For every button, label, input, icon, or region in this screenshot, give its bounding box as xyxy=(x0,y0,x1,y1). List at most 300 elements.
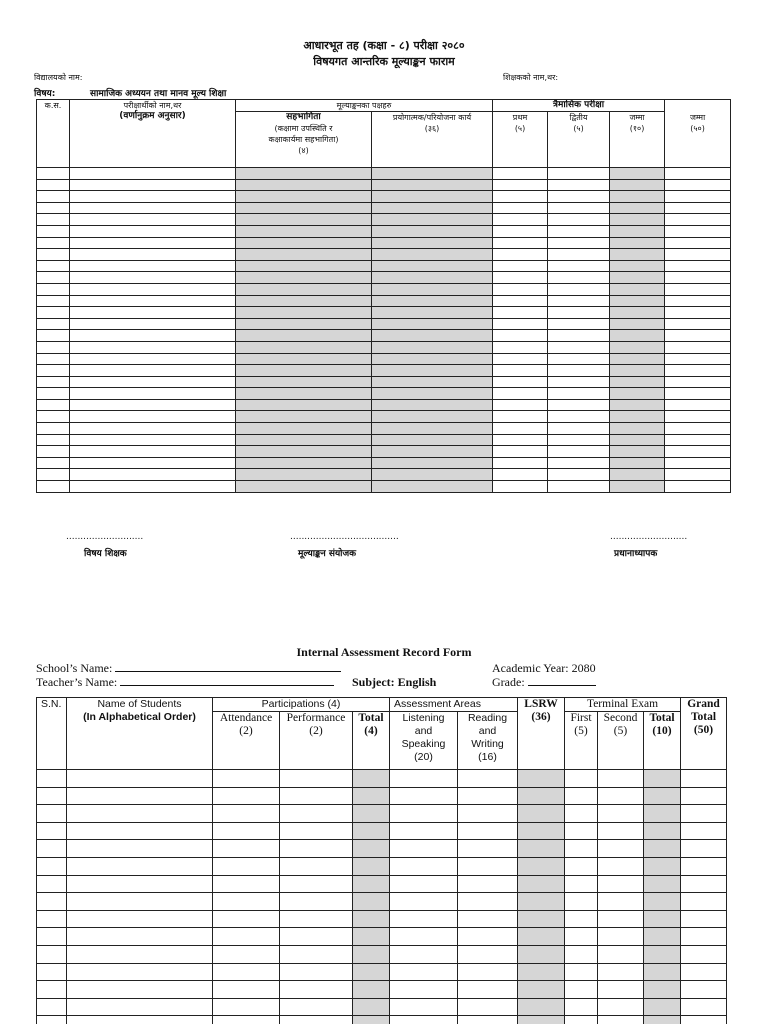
np-table-cell xyxy=(548,225,610,237)
en-table-cell xyxy=(280,822,353,840)
np-table-cell xyxy=(37,191,70,203)
en-table-cell xyxy=(644,893,681,911)
en-table-cell xyxy=(681,981,727,999)
en-table-cell xyxy=(280,875,353,893)
np-table-cell xyxy=(70,399,236,411)
np-table-cell xyxy=(665,295,731,307)
np-sig-coordinator: मूल्याङ्कन संयोजक xyxy=(298,549,357,559)
np-table-cell xyxy=(610,353,665,365)
np-header-participation-label: सहभागिता xyxy=(286,112,321,122)
np-table-cell xyxy=(37,365,70,377)
np-table-cell xyxy=(665,434,731,446)
en-table-cell xyxy=(565,998,598,1016)
en-table-cell xyxy=(681,963,727,981)
np-table-cell xyxy=(493,260,548,272)
en-table-cell xyxy=(598,945,644,963)
np-table-cell xyxy=(665,191,731,203)
en-header-grand-1: Grand xyxy=(687,698,720,710)
np-table-cell xyxy=(372,423,493,435)
np-table-cell xyxy=(493,272,548,284)
np-table-cell xyxy=(372,168,493,180)
en-header-t-total-marks: (10) xyxy=(652,725,672,737)
np-table-cell xyxy=(70,365,236,377)
en-table-cell xyxy=(213,840,280,858)
np-table-cell xyxy=(665,318,731,330)
en-table-cell xyxy=(518,840,565,858)
en-table-cell xyxy=(67,805,213,823)
np-table-row xyxy=(37,295,731,307)
np-header-second-label: द्वितीय xyxy=(569,113,588,122)
np-table-cell xyxy=(37,295,70,307)
en-table-cell xyxy=(681,945,727,963)
en-table-cell xyxy=(681,1016,727,1024)
np-sig-dots-right: ........................... xyxy=(610,532,688,542)
en-table-cell xyxy=(353,945,390,963)
en-table-cell xyxy=(681,840,727,858)
np-table-row xyxy=(37,353,731,365)
np-table-cell xyxy=(372,272,493,284)
np-table-cell xyxy=(70,283,236,295)
en-table-cell xyxy=(681,928,727,946)
en-header-terminal: Terminal Exam xyxy=(565,698,681,712)
np-subject-value: सामाजिक अध्ययन तथा मानव मूल्य शिक्षा xyxy=(90,89,227,99)
en-table-cell xyxy=(280,1016,353,1024)
np-table-cell xyxy=(37,249,70,261)
np-table-cell xyxy=(548,237,610,249)
en-table-cell xyxy=(644,998,681,1016)
np-table-cell xyxy=(372,353,493,365)
np-table-cell xyxy=(548,388,610,400)
en-header-first-label: First xyxy=(570,712,592,724)
en-assessment-table xyxy=(36,697,727,1024)
en-table-cell xyxy=(353,875,390,893)
np-table-row xyxy=(37,330,731,342)
en-table-cell xyxy=(458,945,518,963)
np-table-cell xyxy=(37,341,70,353)
en-header-performance-label: Performance xyxy=(286,712,346,724)
en-table-cell xyxy=(598,963,644,981)
en-table-cell xyxy=(390,840,458,858)
np-header-project-label: प्रयोगात्मक/परियोजना कार्य xyxy=(392,113,472,122)
en-table-cell xyxy=(458,893,518,911)
en-table-row xyxy=(37,893,727,911)
np-table-cell xyxy=(665,399,731,411)
en-table-cell xyxy=(681,857,727,875)
en-table-cell xyxy=(390,893,458,911)
np-table-row xyxy=(37,481,731,493)
en-table-cell xyxy=(644,770,681,788)
np-table-row xyxy=(37,399,731,411)
en-header-second-label: Second xyxy=(603,712,638,724)
en-header-grand xyxy=(681,698,727,770)
np-table-cell xyxy=(372,249,493,261)
np-table-cell xyxy=(548,272,610,284)
np-table-cell xyxy=(236,423,372,435)
en-table-cell xyxy=(280,893,353,911)
np-table-cell xyxy=(548,191,610,203)
en-table-cell xyxy=(565,928,598,946)
en-table-cell xyxy=(37,928,67,946)
en-table-cell xyxy=(37,981,67,999)
en-header-first-marks: (5) xyxy=(574,725,588,737)
en-table-cell xyxy=(280,910,353,928)
en-header-lsrw-label: LSRW xyxy=(524,698,558,710)
np-table-cell xyxy=(372,214,493,226)
en-table-cell xyxy=(37,998,67,1016)
en-school-line xyxy=(115,662,341,672)
np-table-cell xyxy=(548,399,610,411)
en-table-cell xyxy=(644,840,681,858)
np-table-cell xyxy=(548,365,610,377)
en-table-cell xyxy=(353,893,390,911)
en-table-cell xyxy=(280,857,353,875)
en-header-second-marks: (5) xyxy=(613,725,628,737)
np-table-cell xyxy=(665,469,731,481)
en-table-cell xyxy=(644,981,681,999)
np-table-cell xyxy=(37,318,70,330)
np-table-cell xyxy=(37,179,70,191)
np-table-cell xyxy=(37,237,70,249)
np-header-project xyxy=(372,112,493,168)
en-header-assessment-areas: Assessment Areas xyxy=(390,698,518,712)
en-table-cell xyxy=(644,963,681,981)
np-table-cell xyxy=(610,481,665,493)
np-table-cell xyxy=(70,434,236,446)
en-table-cell xyxy=(598,998,644,1016)
en-table-cell xyxy=(598,805,644,823)
np-table-cell xyxy=(493,202,548,214)
en-table-cell xyxy=(644,928,681,946)
np-table-cell xyxy=(236,330,372,342)
np-table-cell xyxy=(372,307,493,319)
en-table-cell xyxy=(390,963,458,981)
np-table-cell xyxy=(610,295,665,307)
np-table-cell xyxy=(665,481,731,493)
np-header-second xyxy=(548,112,610,168)
en-table-cell xyxy=(280,770,353,788)
np-table-cell xyxy=(493,457,548,469)
np-table-cell xyxy=(70,214,236,226)
en-table-cell xyxy=(644,910,681,928)
en-table-cell xyxy=(213,770,280,788)
en-table-cell xyxy=(458,822,518,840)
np-table-cell xyxy=(70,446,236,458)
en-table-cell xyxy=(37,787,67,805)
np-table-cell xyxy=(70,411,236,423)
en-table-cell xyxy=(67,787,213,805)
en-header-total-label: Total xyxy=(358,712,384,724)
np-table-cell xyxy=(548,446,610,458)
en-table-cell xyxy=(565,1016,598,1024)
en-table-cell xyxy=(37,963,67,981)
np-table-cell xyxy=(236,446,372,458)
en-table-cell xyxy=(280,928,353,946)
en-table-cell xyxy=(213,981,280,999)
en-table-cell xyxy=(213,893,280,911)
np-table-cell xyxy=(70,330,236,342)
np-table-cell xyxy=(665,237,731,249)
np-table-cell xyxy=(493,423,548,435)
np-table-cell xyxy=(236,237,372,249)
en-table-cell xyxy=(565,963,598,981)
np-table-cell xyxy=(236,365,372,377)
en-table-cell xyxy=(644,875,681,893)
en-title: Internal Assessment Record Form xyxy=(296,645,472,659)
en-table-cell xyxy=(390,787,458,805)
np-table-cell xyxy=(236,272,372,284)
en-table-cell xyxy=(67,910,213,928)
np-table-cell xyxy=(236,225,372,237)
np-table-cell xyxy=(236,388,372,400)
en-table-cell xyxy=(565,981,598,999)
np-table-cell xyxy=(610,272,665,284)
np-table-cell xyxy=(236,341,372,353)
np-table-cell xyxy=(236,214,372,226)
np-header-name xyxy=(70,100,236,168)
en-header-reading-3: Writing xyxy=(471,738,504,750)
en-table-cell xyxy=(37,805,67,823)
np-table-cell xyxy=(548,260,610,272)
np-table-cell xyxy=(493,481,548,493)
en-table-cell xyxy=(67,840,213,858)
en-table-cell xyxy=(598,928,644,946)
en-table-cell xyxy=(458,928,518,946)
np-table-cell xyxy=(372,191,493,203)
en-table-cell xyxy=(353,787,390,805)
np-table-cell xyxy=(70,260,236,272)
np-table-cell xyxy=(548,423,610,435)
np-table-cell xyxy=(610,434,665,446)
en-table-cell xyxy=(644,822,681,840)
np-table-cell xyxy=(236,353,372,365)
en-header-sn: S.N. xyxy=(37,698,67,770)
np-subtitle: विषयगत आन्तरिक मूल्याङ्कन फाराम xyxy=(313,55,455,68)
np-table-cell xyxy=(610,388,665,400)
np-table-cell xyxy=(37,260,70,272)
np-header-assessment: मूल्याङ्कनका पक्षहरु xyxy=(236,100,493,112)
np-table-row xyxy=(37,376,731,388)
en-table-cell xyxy=(67,875,213,893)
en-table-cell xyxy=(353,963,390,981)
en-table-cell xyxy=(458,840,518,858)
en-table-cell xyxy=(213,822,280,840)
np-header-grand-marks: (५०) xyxy=(690,124,705,133)
np-table-cell xyxy=(665,376,731,388)
np-table-cell xyxy=(70,318,236,330)
np-table-cell xyxy=(37,481,70,493)
en-header-t-total-label: Total xyxy=(649,712,675,724)
np-table-cell xyxy=(548,202,610,214)
en-header-listening-marks: (20) xyxy=(414,751,433,763)
np-table-cell xyxy=(610,214,665,226)
np-table-cell xyxy=(665,307,731,319)
en-table-cell xyxy=(390,1016,458,1024)
np-table-cell xyxy=(372,365,493,377)
np-table-cell xyxy=(37,388,70,400)
np-table-cell xyxy=(548,307,610,319)
en-table-cell xyxy=(280,963,353,981)
np-table-cell xyxy=(548,434,610,446)
en-table-cell xyxy=(67,981,213,999)
np-header-first xyxy=(493,112,548,168)
np-table-cell xyxy=(37,411,70,423)
en-header-performance xyxy=(280,712,353,770)
en-table-cell xyxy=(518,1016,565,1024)
np-table-cell xyxy=(548,295,610,307)
np-table-row xyxy=(37,225,731,237)
en-teacher-row xyxy=(36,675,334,690)
np-table-row xyxy=(37,446,731,458)
en-table-cell xyxy=(458,910,518,928)
np-table-cell xyxy=(70,237,236,249)
en-table-cell xyxy=(213,963,280,981)
np-table-cell xyxy=(70,457,236,469)
en-school-row xyxy=(36,661,341,676)
np-table-cell xyxy=(70,202,236,214)
en-table-row xyxy=(37,963,727,981)
en-table-cell xyxy=(280,840,353,858)
np-table-cell xyxy=(493,341,548,353)
np-table-row xyxy=(37,249,731,261)
en-table-cell xyxy=(458,857,518,875)
np-header-grand xyxy=(665,100,731,168)
en-header-second xyxy=(598,712,644,770)
en-header-listening xyxy=(390,712,458,770)
en-table-cell xyxy=(37,1016,67,1024)
np-table-cell xyxy=(493,191,548,203)
en-table-row xyxy=(37,998,727,1016)
np-table-cell xyxy=(610,399,665,411)
np-table-row xyxy=(37,168,731,180)
en-table-cell xyxy=(458,805,518,823)
np-table-row xyxy=(37,191,731,203)
np-table-cell xyxy=(236,260,372,272)
np-table-cell xyxy=(70,469,236,481)
en-table-cell xyxy=(280,981,353,999)
np-table-cell xyxy=(37,307,70,319)
en-table-cell xyxy=(67,770,213,788)
np-table-cell xyxy=(372,469,493,481)
en-table-cell xyxy=(280,787,353,805)
en-table-cell xyxy=(37,910,67,928)
np-table-cell xyxy=(70,307,236,319)
np-table-cell xyxy=(236,179,372,191)
np-table-cell xyxy=(70,341,236,353)
en-table-cell xyxy=(518,787,565,805)
en-table-cell xyxy=(681,998,727,1016)
np-table-cell xyxy=(610,179,665,191)
np-table-cell xyxy=(665,283,731,295)
np-table-cell xyxy=(37,469,70,481)
np-table-cell xyxy=(610,260,665,272)
np-table-cell xyxy=(493,179,548,191)
np-table-row xyxy=(37,411,731,423)
en-table-cell xyxy=(598,981,644,999)
np-table-cell xyxy=(372,376,493,388)
np-table-cell xyxy=(70,225,236,237)
np-table-cell xyxy=(372,411,493,423)
en-table-cell xyxy=(213,787,280,805)
np-teacher-label: शिक्षकको नाम,थर: xyxy=(503,73,559,82)
en-table-cell xyxy=(353,928,390,946)
en-table-cell xyxy=(67,1016,213,1024)
np-header-name-sub: (वर्णानुक्रम अनुसार) xyxy=(119,111,186,121)
en-table-cell xyxy=(598,857,644,875)
en-table-cell xyxy=(280,945,353,963)
np-table-cell xyxy=(493,330,548,342)
np-header-total-label: जम्मा xyxy=(629,113,645,122)
np-table-row xyxy=(37,318,731,330)
np-table-cell xyxy=(493,446,548,458)
en-table-cell xyxy=(458,998,518,1016)
np-table-cell xyxy=(236,307,372,319)
np-table-cell xyxy=(493,469,548,481)
np-table-cell xyxy=(665,249,731,261)
np-table-cell xyxy=(548,469,610,481)
en-table-cell xyxy=(353,770,390,788)
np-sig-dots-mid: ...................................... xyxy=(290,532,399,542)
np-table-cell xyxy=(665,411,731,423)
en-header-lsrw xyxy=(518,698,565,770)
np-header-project-marks: (३६) xyxy=(424,124,440,133)
np-table-cell xyxy=(236,434,372,446)
np-table-cell xyxy=(665,353,731,365)
en-table-cell xyxy=(565,875,598,893)
np-table-cell xyxy=(493,168,548,180)
np-table-cell xyxy=(37,399,70,411)
np-header-sn: क.स. xyxy=(37,100,70,168)
np-table-cell xyxy=(548,179,610,191)
np-header-participation-marks: (४) xyxy=(298,146,309,155)
en-table-row xyxy=(37,857,727,875)
en-table-row xyxy=(37,1016,727,1024)
np-table-cell xyxy=(665,330,731,342)
np-table-cell xyxy=(493,214,548,226)
np-table-cell xyxy=(372,446,493,458)
np-table-cell xyxy=(548,283,610,295)
np-title: आधारभूत तह (कक्षा - ८) परीक्षा २०८० xyxy=(303,39,465,52)
en-table-cell xyxy=(644,787,681,805)
np-header-terminal: त्रैमासिक परीक्षा xyxy=(493,100,665,112)
en-table-cell xyxy=(565,805,598,823)
en-header-total xyxy=(353,712,390,770)
en-table-cell xyxy=(67,822,213,840)
en-academic-year: Academic Year: 2080 xyxy=(492,661,596,675)
en-table-cell xyxy=(213,945,280,963)
np-table-cell xyxy=(70,249,236,261)
np-table-cell xyxy=(372,481,493,493)
np-header-name-label: परीक्षार्थीको नाम,थर xyxy=(123,101,182,110)
np-table-cell xyxy=(70,353,236,365)
en-header-first xyxy=(565,712,598,770)
np-table-cell xyxy=(665,260,731,272)
en-table-cell xyxy=(518,963,565,981)
en-table-cell xyxy=(644,805,681,823)
np-table-cell xyxy=(236,168,372,180)
en-table-cell xyxy=(390,945,458,963)
en-table-cell xyxy=(37,945,67,963)
en-header-reading-1: Reading xyxy=(467,712,508,724)
np-table-cell xyxy=(610,341,665,353)
np-table-cell xyxy=(493,376,548,388)
np-header-grand-label: जम्मा xyxy=(689,113,706,122)
en-table-cell xyxy=(644,1016,681,1024)
np-table-cell xyxy=(610,168,665,180)
np-table-cell xyxy=(610,191,665,203)
np-table-cell xyxy=(37,225,70,237)
np-table-cell xyxy=(37,330,70,342)
en-table-cell xyxy=(458,1016,518,1024)
